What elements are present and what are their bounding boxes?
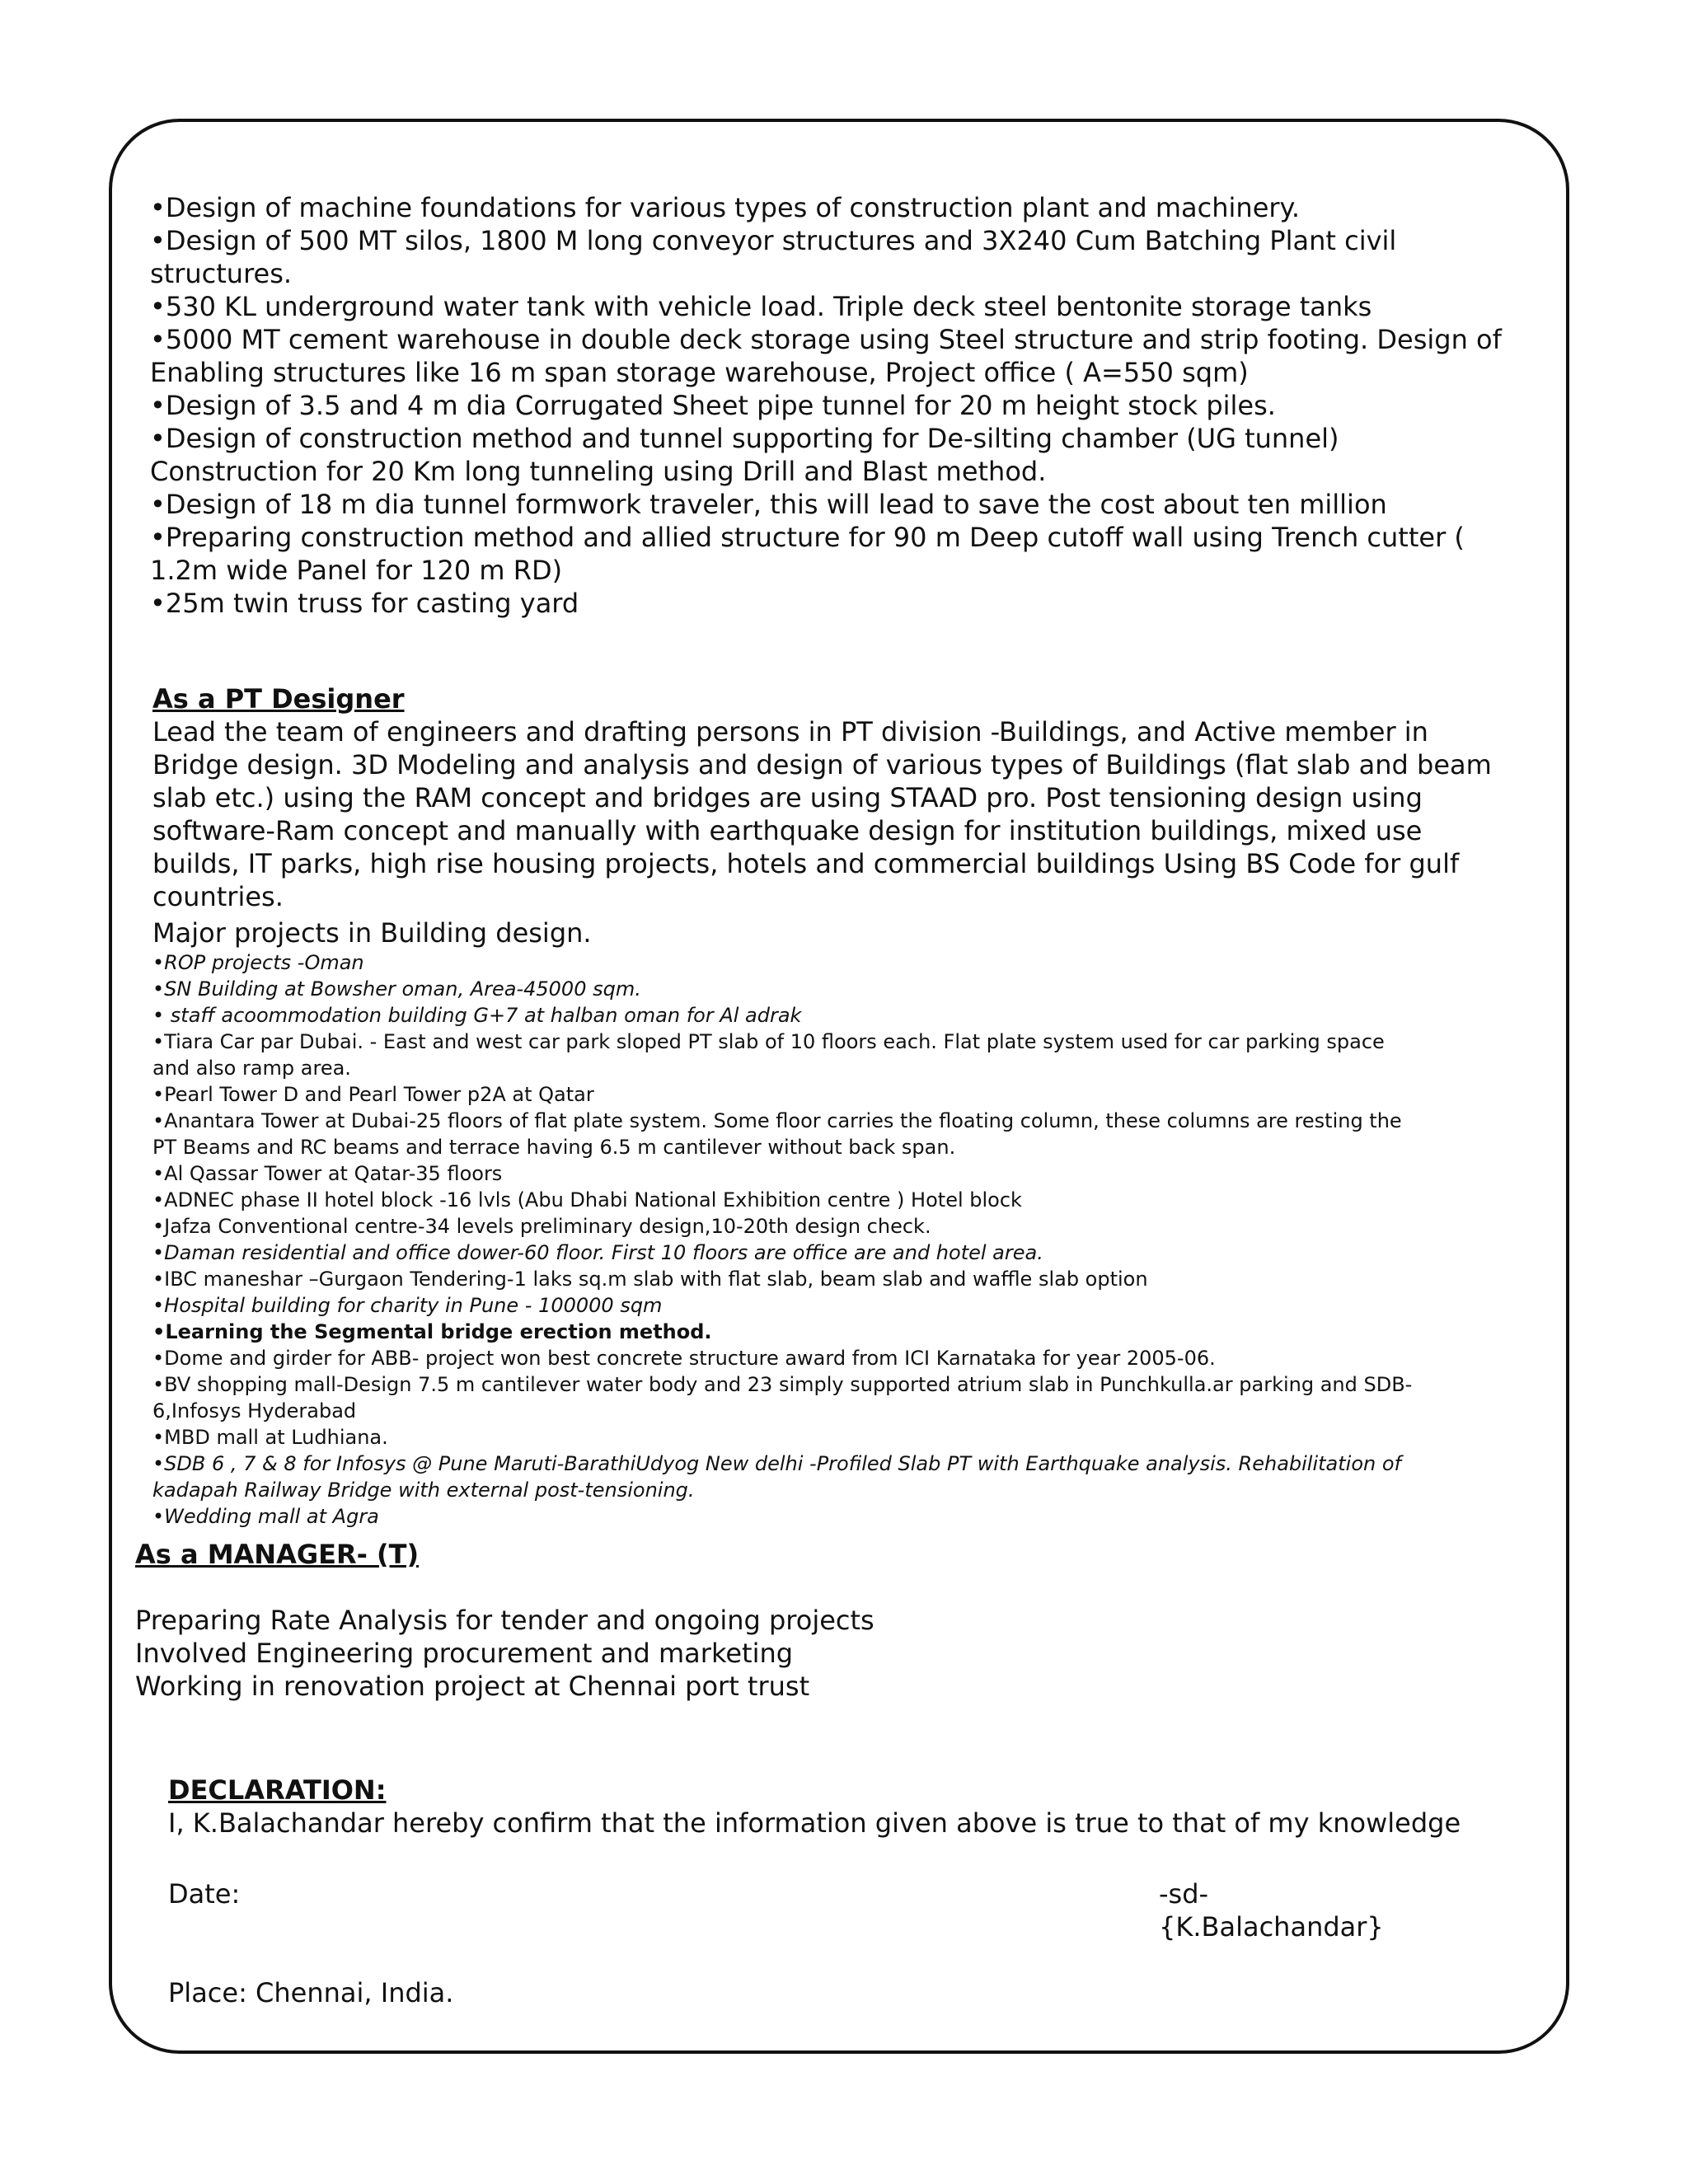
project-line: •Al Qassar Tower at Qatar-35 floors bbox=[152, 1162, 503, 1185]
project-line: •BV shopping mall-Design 7.5 m cantilever water body and 23 simply supported atrium slab in Punchkulla.ar parking and SDB- bbox=[152, 1373, 1413, 1396]
major-projects-list bbox=[152, 949, 1504, 1530]
signature: -sd- bbox=[1159, 1878, 1209, 1910]
bullet-line: •Design of machine foundations for various types of construction plant and machinery. bbox=[150, 192, 1301, 223]
duty-line: Preparing Rate Analysis for tender and ongoing projects bbox=[135, 1605, 874, 1636]
pt-designer-heading: As a PT Designer bbox=[152, 683, 405, 715]
project-line: PT Beams and RC beams and terrace having 6.5 m cantilever without back span. bbox=[152, 1136, 956, 1159]
manager-heading: As a MANAGER- (T) bbox=[135, 1539, 420, 1570]
bullet-line: •Design of 18 m dia tunnel formwork traveler, this will lead to save the cost about ten million bbox=[150, 489, 1387, 520]
bullet-line: •Preparing construction method and allied structure for 90 m Deep cutoff wall using Trench cutter ( bbox=[150, 522, 1465, 553]
declaration-heading: DECLARATION: bbox=[168, 1774, 387, 1806]
project-line: •ROP projects -Oman bbox=[152, 951, 364, 974]
duty-line: Involved Engineering procurement and marketing bbox=[135, 1638, 794, 1669]
project-line: •SN Building at Bowsher oman, Area-45000 sqm. bbox=[152, 977, 641, 1001]
bullet-line: Construction for 20 Km long tunneling using Drill and Blast method. bbox=[150, 456, 1047, 487]
project-line: •Wedding mall at Agra bbox=[152, 1505, 379, 1528]
paragraph-line: slab etc.) using the RAM concept and bridges are using STAAD pro. Post tensioning design using bbox=[152, 782, 1423, 813]
bullet-line: Enabling structures like 16 m span storage warehouse, Project office ( A=550 sqm) bbox=[150, 357, 1249, 388]
paragraph-line: countries. bbox=[152, 881, 284, 912]
project-line: •Pearl Tower D and Pearl Tower p2A at Qatar bbox=[152, 1083, 594, 1106]
project-line: •Learning the Segmental bridge erection method. bbox=[152, 1320, 712, 1343]
project-line: •Hospital building for charity in Pune - 100000 sqm bbox=[152, 1294, 663, 1317]
paragraph-line: Lead the team of engineers and drafting persons in PT division -Buildings, and Active member in bbox=[152, 716, 1428, 748]
project-line: •Tiara Car par Dubai. - East and west car park sloped PT slab of 10 floors each. Flat plate system used for car parking space bbox=[152, 1030, 1385, 1053]
bullet-line: structures. bbox=[150, 258, 293, 289]
project-line: •ADNEC phase II hotel block -16 lvls (Abu Dhabi National Exhibition centre ) Hotel block bbox=[152, 1188, 1022, 1212]
project-line: •Daman residential and office dower-60 floor. First 10 floors are office are and hotel area. bbox=[152, 1241, 1043, 1264]
project-line: • staff acoommodation building G+7 at halban oman for Al adrak bbox=[152, 1004, 802, 1027]
bullet-line: •Design of 500 MT silos, 1800 M long conveyor structures and 3X240 Cum Batching Plant civil bbox=[150, 225, 1397, 256]
manager-duties bbox=[135, 1604, 959, 1703]
duty-line: Working in renovation project at Chennai port trust bbox=[135, 1671, 810, 1702]
bullet-line: •530 KL underground water tank with vehicle load. Triple deck steel bentonite storage tanks bbox=[150, 291, 1372, 322]
place-label: Place: Chennai, India. bbox=[168, 1977, 454, 2008]
bullet-line: •Design of construction method and tunnel supporting for De-silting chamber (UG tunnel) bbox=[150, 423, 1339, 454]
design-experience-list bbox=[150, 191, 1502, 620]
signatory-name: {K.Balachandar} bbox=[1159, 1911, 1384, 1943]
project-line: and also ramp area. bbox=[152, 1057, 351, 1080]
bullet-line: •Design of 3.5 and 4 m dia Corrugated Sheet pipe tunnel for 20 m height stock piles. bbox=[150, 390, 1276, 421]
project-line: •IBC maneshar –Gurgaon Tendering-1 laks sq.m slab with flat slab, beam slab and waffle slab option bbox=[152, 1268, 1148, 1291]
project-line: kadapah Railway Bridge with external post-tensioning. bbox=[152, 1479, 695, 1502]
project-line: •Jafza Conventional centre-34 levels preliminary design,10-20th design check. bbox=[152, 1215, 931, 1238]
project-line: •Dome and girder for ABB- project won best concrete structure award from ICI Karnataka for year 2005-06. bbox=[152, 1347, 1216, 1370]
bullet-line: •25m twin truss for casting yard bbox=[150, 588, 579, 619]
paragraph-line: software-Ram concept and manually with earthquake design for institution buildings, mixed use bbox=[152, 815, 1423, 846]
bullet-line: 1.2m wide Panel for 120 m RD) bbox=[150, 555, 563, 586]
project-line: •SDB 6 , 7 & 8 for Infosys @ Pune Maruti-BarathiUdyog New delhi -Profiled Slab PT with Earthquake analysis. Rehabilitation of bbox=[152, 1452, 1401, 1475]
major-projects-label: Major projects in Building design. bbox=[152, 917, 592, 949]
paragraph-line: builds, IT parks, high rise housing projects, hotels and commercial buildings Using BS Code for gulf bbox=[152, 848, 1460, 879]
date-label: Date: bbox=[168, 1878, 241, 1910]
project-line: •MBD mall at Ludhiana. bbox=[152, 1426, 388, 1449]
paragraph-line: Bridge design. 3D Modeling and analysis and design of various types of Buildings (flat slab and beam bbox=[152, 749, 1492, 780]
declaration-text: I, K.Balachandar hereby confirm that the information given above is true to that of my knowledge bbox=[168, 1807, 1461, 1839]
project-line: 6,Infosys Hyderabad bbox=[152, 1399, 357, 1422]
project-line: •Anantara Tower at Dubai-25 floors of flat plate system. Some floor carries the floating column, these columns are resting the bbox=[152, 1109, 1402, 1132]
pt-designer-description bbox=[152, 715, 1504, 913]
bullet-line: •5000 MT cement warehouse in double deck storage using Steel structure and strip footing. Design of bbox=[150, 324, 1502, 355]
